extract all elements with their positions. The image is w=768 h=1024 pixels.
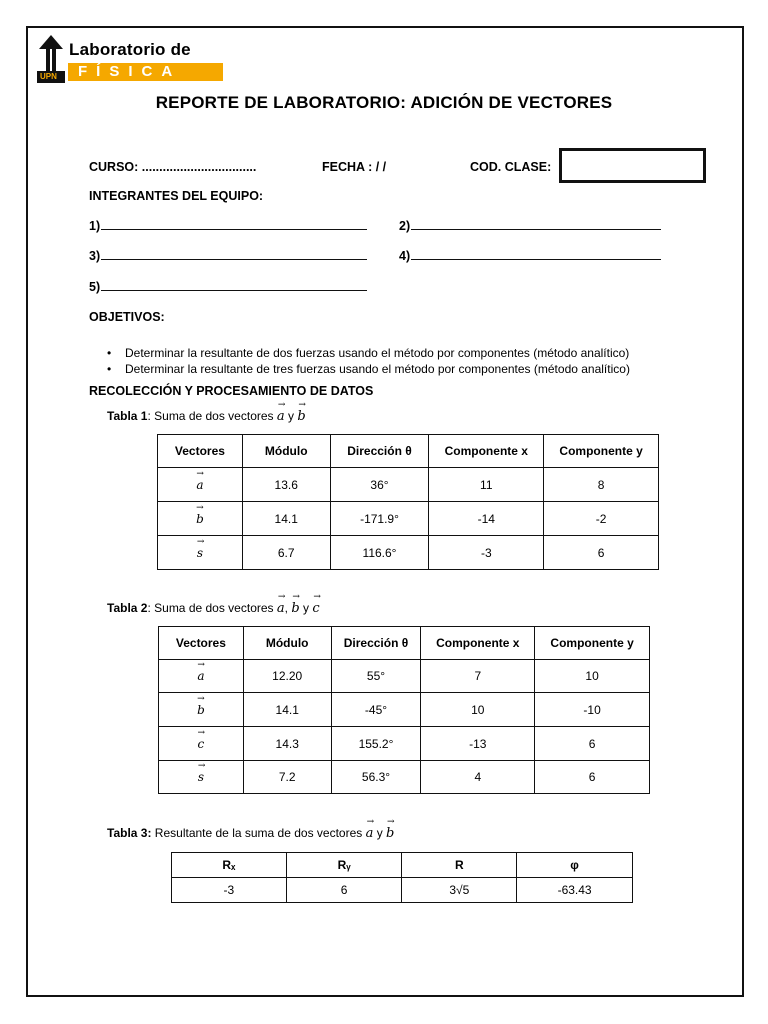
table1-label: Tabla 1 bbox=[107, 409, 148, 423]
table2-cell: 7.2 bbox=[243, 761, 331, 794]
member-1-line bbox=[101, 229, 367, 230]
table1-cell: 11 bbox=[429, 468, 544, 502]
curso-label: CURSO: ................................. bbox=[89, 160, 257, 174]
table2-cell: 12.20 bbox=[243, 660, 331, 693]
table2-caption-vec-a: a → bbox=[277, 601, 285, 616]
objectives-heading: OBJETIVOS: bbox=[89, 310, 165, 324]
table2-caption-y: y bbox=[299, 601, 313, 615]
table3-header: R bbox=[402, 853, 517, 878]
member-2[interactable] bbox=[399, 219, 661, 233]
member-3-line bbox=[101, 259, 367, 260]
table1-vector-cell: s → bbox=[158, 536, 243, 570]
upn-logo bbox=[37, 35, 191, 83]
objectives-list bbox=[105, 345, 630, 377]
table2-cell: -10 bbox=[535, 693, 650, 727]
table1-cell: 6.7 bbox=[242, 536, 330, 570]
table2-vector-cell: c → bbox=[159, 727, 244, 761]
member-5-line bbox=[101, 290, 367, 291]
table3-caption-y: y bbox=[373, 826, 387, 840]
table-row bbox=[159, 761, 650, 794]
table-row bbox=[158, 502, 659, 536]
table1-cell: 36° bbox=[330, 468, 429, 502]
table3-caption-vec-a: a → bbox=[366, 826, 374, 841]
table2-cell: 10 bbox=[421, 693, 535, 727]
table2-cell: 14.3 bbox=[243, 727, 331, 761]
table2-cell: 56.3° bbox=[331, 761, 421, 794]
table1-cell: -14 bbox=[429, 502, 544, 536]
table2-header: Componente y bbox=[535, 627, 650, 660]
objective-item: • Determinar la resultante de dos fuerzas usando el método por componentes (método analítico) bbox=[105, 345, 630, 361]
member-2-label: 2) bbox=[399, 219, 411, 233]
table1-cell: -2 bbox=[544, 502, 659, 536]
member-4[interactable] bbox=[399, 249, 661, 263]
table2-caption-vec-b: b → bbox=[291, 601, 299, 616]
table-row bbox=[159, 660, 650, 693]
report-title: REPORTE DE LABORATORIO: ADICIÓN DE VECTORES bbox=[155, 93, 613, 112]
table1-cell: 6 bbox=[544, 536, 659, 570]
cod-clase-label: COD. CLASE: bbox=[470, 160, 552, 174]
table2-cell: 10 bbox=[535, 660, 650, 693]
table1-vector-cell: a → bbox=[158, 468, 243, 502]
table2-caption bbox=[107, 601, 320, 616]
logo-line1: Laboratorio de bbox=[69, 40, 191, 59]
table1-header: Componente y bbox=[544, 435, 659, 468]
table2-header: Dirección θ bbox=[331, 627, 421, 660]
member-3[interactable] bbox=[89, 249, 367, 263]
table3-header: Rᵧ bbox=[286, 853, 402, 878]
table1-cell: 8 bbox=[544, 468, 659, 502]
table3-cell: 6 bbox=[286, 878, 402, 903]
table1-caption-text: : Suma de dos vectores bbox=[147, 409, 277, 423]
table1-caption-y: y bbox=[284, 409, 298, 423]
integrantes-label: INTEGRANTES DEL EQUIPO: bbox=[89, 189, 264, 203]
table3-cell: -3 bbox=[172, 878, 287, 903]
table1-header: Vectores bbox=[158, 435, 243, 468]
cod-clase-field[interactable] bbox=[559, 148, 706, 183]
table1-cell: 14.1 bbox=[242, 502, 330, 536]
table2-vector-cell: a → bbox=[159, 660, 244, 693]
table2-caption-vec-c: c → bbox=[312, 601, 319, 616]
table2 bbox=[158, 626, 650, 794]
table2-cell: 55° bbox=[331, 660, 421, 693]
table3-header: φ bbox=[517, 853, 633, 878]
member-4-line bbox=[411, 259, 661, 260]
data-section-heading: RECOLECCIÓN Y PROCESAMIENTO DE DATOS bbox=[89, 384, 374, 398]
table2-cell: 7 bbox=[421, 660, 535, 693]
table2-header: Vectores bbox=[159, 627, 244, 660]
member-1-label: 1) bbox=[89, 219, 101, 233]
table1-cell: 116.6° bbox=[330, 536, 429, 570]
table1-vector-cell: b → bbox=[158, 502, 243, 536]
table-row bbox=[172, 878, 633, 903]
member-1[interactable] bbox=[89, 219, 367, 233]
table2-cell: -45° bbox=[331, 693, 421, 727]
member-5-label: 5) bbox=[89, 280, 101, 294]
table2-cell: 6 bbox=[535, 727, 650, 761]
table-row bbox=[158, 536, 659, 570]
table1-header: Componente x bbox=[429, 435, 544, 468]
table3-cell: 3√5 bbox=[402, 878, 517, 903]
table2-caption-text: : Suma de dos vectores bbox=[147, 601, 277, 615]
member-3-label: 3) bbox=[89, 249, 101, 263]
table3-caption-text: Resultante de la suma de dos vectores bbox=[151, 826, 366, 840]
table2-cell: 14.1 bbox=[243, 693, 331, 727]
table1-cell: 13.6 bbox=[242, 468, 330, 502]
table2-caption-comma: , bbox=[284, 601, 292, 615]
table2-header: Componente x bbox=[421, 627, 535, 660]
table2-cell: -13 bbox=[421, 727, 535, 761]
table3-cell: -63.43 bbox=[517, 878, 633, 903]
logo-badge: UPN bbox=[40, 72, 57, 81]
fecha-label: FECHA : / / bbox=[322, 160, 387, 174]
table3 bbox=[171, 852, 633, 903]
table1-caption bbox=[107, 409, 306, 424]
objective-item: • Determinar la resultante de tres fuerzas usando el método por componentes (método analítico) bbox=[105, 361, 630, 377]
table-row bbox=[159, 693, 650, 727]
table1-caption-vec-a: a → bbox=[277, 409, 285, 424]
member-5[interactable] bbox=[89, 280, 367, 294]
table3-header-row bbox=[172, 853, 633, 878]
table-row bbox=[159, 727, 650, 761]
table1-cell: -171.9° bbox=[330, 502, 429, 536]
table1-header: Dirección θ bbox=[330, 435, 429, 468]
table2-cell: 4 bbox=[421, 761, 535, 794]
table3-label: Tabla 3: bbox=[107, 826, 152, 840]
table1-cell: -3 bbox=[429, 536, 544, 570]
table1-header-row bbox=[158, 435, 659, 468]
table2-vector-cell: b → bbox=[159, 693, 244, 727]
table-row bbox=[158, 468, 659, 502]
table3-caption bbox=[107, 826, 394, 841]
table1-header: Módulo bbox=[242, 435, 330, 468]
table1 bbox=[157, 434, 659, 570]
member-4-label: 4) bbox=[399, 249, 411, 263]
table2-header: Módulo bbox=[243, 627, 331, 660]
member-2-line bbox=[411, 229, 661, 230]
logo-line2: FÍSICA bbox=[68, 63, 223, 81]
table3-caption-vec-b: b → bbox=[386, 826, 394, 841]
table2-cell: 6 bbox=[535, 761, 650, 794]
table3-header: Rₓ bbox=[172, 853, 287, 878]
table2-label: Tabla 2 bbox=[107, 601, 148, 615]
table2-header-row bbox=[159, 627, 650, 660]
table2-vector-cell: s → bbox=[159, 761, 244, 794]
table1-caption-vec-b: b → bbox=[297, 409, 305, 424]
table2-cell: 155.2° bbox=[331, 727, 421, 761]
